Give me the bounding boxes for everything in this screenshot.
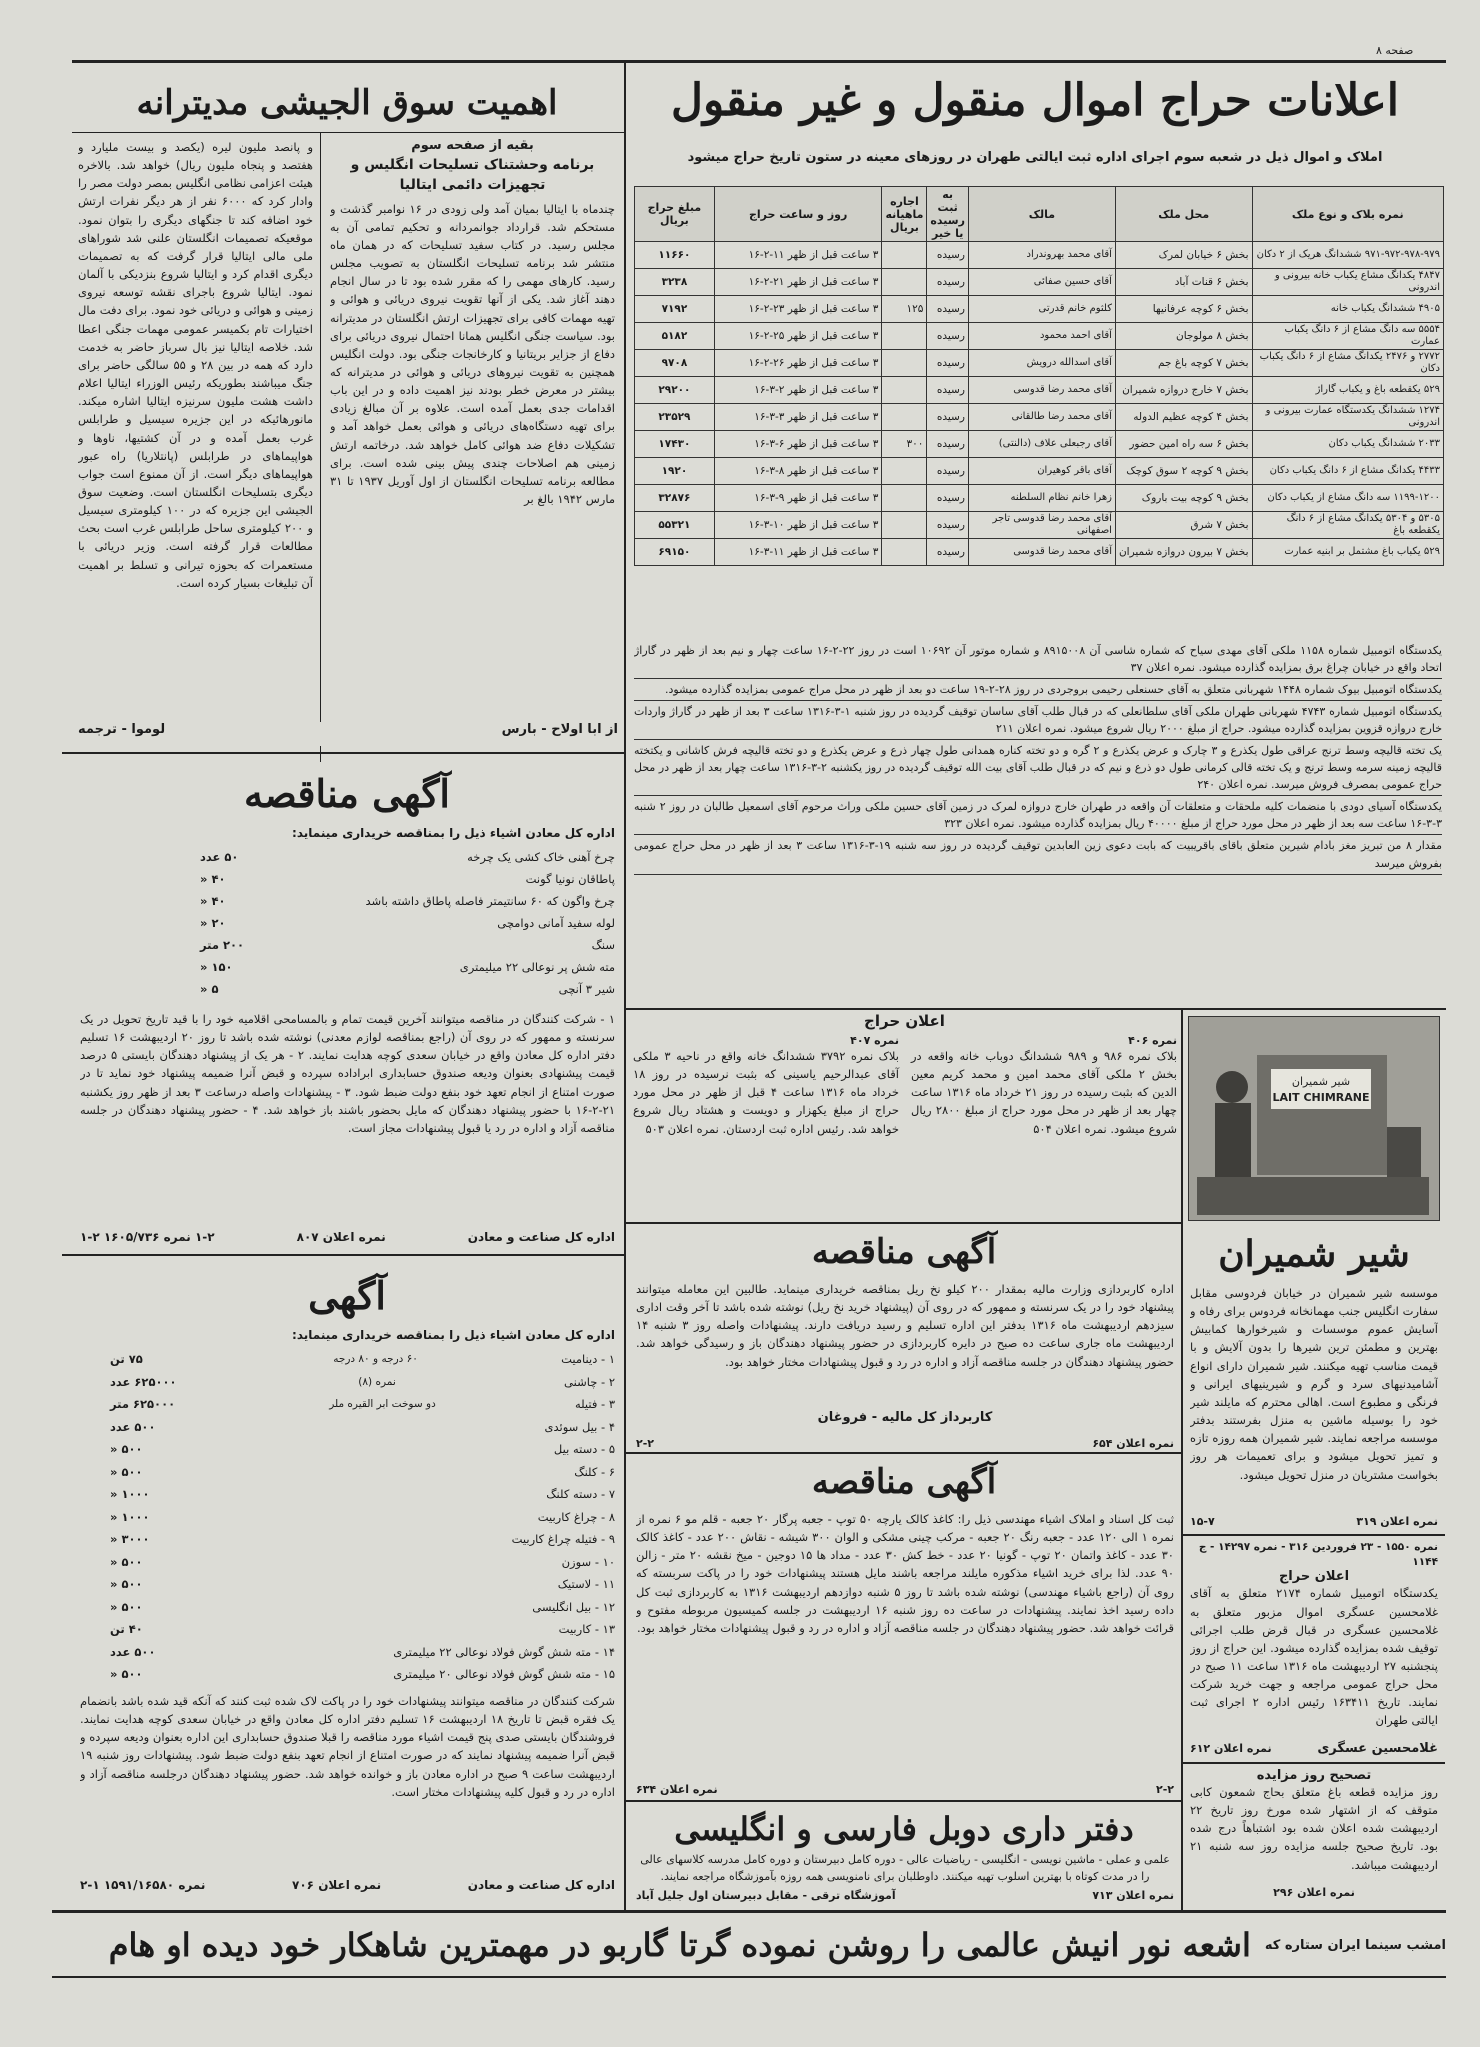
tender-item-name: ۱۵ - مته شش گوش فولاد نوعالی ۲۰ میلیمتری — [393, 1667, 615, 1681]
tender-item-qty: ۶۲۵۰۰۰ متر — [110, 1397, 176, 1411]
auction-cell: بخش ۴ کوچه عظیم الدوله — [1115, 404, 1252, 431]
auction-cell: ۵۲۹ یکباب باغ مشتمل بر ابنیه عمارت — [1252, 539, 1444, 566]
mediterranean-footer — [78, 722, 618, 746]
tender2-items — [80, 1348, 615, 1690]
mediterranean-continued: بقیه از صفحه سوم — [411, 138, 534, 153]
auction-cell: ۳ ساعت قبل از ظهر ۱۱-۲-۱۶ — [714, 242, 882, 269]
tender-item — [80, 1551, 615, 1574]
tender2-footer — [80, 1874, 615, 1896]
bottom-banner-small: امشب سینما ایران ستاره که — [1264, 1937, 1446, 1953]
tender-item-qty: ۱۰۰۰ « — [110, 1487, 150, 1501]
tender-item-qty: ۴۰ « — [200, 872, 226, 886]
auction-note: یکدستگاه اتومبیل بیوک شماره ۱۴۴۸ شهربانی متعلق به آقای حسنعلی رحیمی بروجردی در روز ۲۸-۲-۱۹ ساعت دو بعد از ظهر در محل مراج عمومی بمزایده گذارده میشود. — [634, 679, 1442, 701]
auction-cell: ۵۲۹ یکقطعه باغ و یکباب گاراژ — [1252, 377, 1444, 404]
tender-item — [80, 1618, 615, 1641]
auction-cell — [882, 242, 927, 269]
auction-cell: ۳۰۰ — [882, 431, 927, 458]
tender-item-extra: دو سوخت ابر القیره ملر — [329, 1398, 436, 1410]
tender-item — [80, 1573, 615, 1596]
tender-item-name: ۲ - چاشنی — [564, 1374, 615, 1389]
tender-item-qty: ۵۰۰ « — [110, 1667, 143, 1681]
tender-item-name: ۱۲ - بیل انگلیسی — [532, 1599, 615, 1614]
auction-row — [635, 485, 1444, 512]
auction-cell: آقای اسدالله درویش — [968, 350, 1115, 377]
auction-table-header — [635, 187, 1444, 242]
auction-title: اعلانات حراج اموال منقول و غیر منقول — [671, 75, 1399, 126]
auction-cell: رسیده — [927, 323, 968, 350]
auction-cell: ۲۳۵۲۹ — [635, 404, 715, 431]
shamiran-ad-num: نمره اعلان ۳۱۹ — [1356, 1514, 1438, 1528]
column-divider-main — [624, 62, 626, 1910]
auction-note: یک تخته قالیچه وسط ترنج عراقی طول یکذرع و ۳ چارک و عرض یکذرع و ۲ گره و دو تخته کناره همدانی طول چهار ذرع و عرض یکذرع و دو تخته قالیچه فرش کاشانی و یکتخته قالیچه زمینه سرمه وسط ترنج و یک تخته قالی کرمانی طول دو ذرع و نیم که در قبال طلب آقای بیت الله توقیف گردیده در روز یکشنبه ۲-۳-۱۳۱۶ ساعت چهار بعد از ظهر در محل حراج عمومی بمصرف فروش میرسد. نمره اعلان ۲۴۰ — [634, 740, 1442, 796]
tender-item-extra: ۶۰ درجه و ۸۰ درجه — [333, 1353, 418, 1365]
tender-item-name: ۷ - دسته کلنگ — [546, 1487, 615, 1501]
tender2-footer-org: اداره کل صناعت و معادن — [467, 1878, 615, 1892]
auction-notice-meta: نمره ۱۵۵۰ - ۲۳ فروردین ۳۱۶ - نمره ۱۴۲۹۷ - ج ۱۱۴۴ — [1198, 1541, 1438, 1568]
auction-cell: ۵۵۳۲۱ — [635, 512, 715, 539]
tender-item-name: ۸ - چراغ کاربیت — [537, 1509, 615, 1524]
auction-header-cell: نمره بلاک و نوع ملک — [1252, 187, 1444, 242]
auction-cell: ۱۲۷۴ ششدانگ یکدستگاه عمارت بیرونی و اندرونی — [1252, 404, 1444, 431]
auction-cell — [882, 404, 927, 431]
tender-item-name: ۱۰ - سوزن — [561, 1554, 615, 1569]
auction-table-wrap — [634, 186, 1444, 638]
auction-table-body — [635, 242, 1444, 566]
auction-cell: ۴۴۳۳ یکدانگ مشاع از ۶ دانگ یکباب دکان — [1252, 458, 1444, 485]
bottom-banner-big: اشعه نور انیش عالمی را روشن نموده گرتا گاربو در مهمترین شاهکار خود دیده او هام — [108, 1926, 1251, 1964]
auction-cell: بخش ۷ بیرون دروازه شمیران — [1115, 539, 1252, 566]
tender4-title: آگهی مناقصه — [811, 1462, 997, 1502]
auction-cell: ۷۱۹۲ — [635, 296, 715, 323]
auction-cell: ۳ ساعت قبل از ظهر ۲۵-۲-۱۶ — [714, 323, 882, 350]
rule-public-auction-bottom — [626, 1222, 1182, 1224]
auction-cell: بخش ۶ قنات آباد — [1115, 269, 1252, 296]
rule-tender4-bottom — [626, 1800, 1182, 1802]
auction-cell: ۳ ساعت قبل از ظهر ۱۱-۳-۱۶ — [714, 539, 882, 566]
tender2-title: آگهی — [308, 1273, 386, 1318]
auction-cell: زهرا خانم نظام السلطنه — [968, 485, 1115, 512]
shamiran-footer — [1190, 1512, 1438, 1530]
auction-header-cell: اجاره ماهیانه بریال — [882, 187, 927, 242]
tender4-footer — [636, 1780, 1174, 1798]
tender-item — [80, 1348, 615, 1371]
tender-item — [80, 1596, 615, 1619]
auction-cell: ۳ ساعت قبل از ظهر ۶-۳-۱۶ — [714, 431, 882, 458]
public-auction-left-text: بلاک نمره ۳۷۹۲ ششدانگ خانه واقع در ناحیه ۳ ملکی آقای عبدالرحیم یاسینی که بثبت نرسیده در روز ۱۸ خرداد ماه ۱۳۱۶ ساعت ۴ قبل از ظهر در محل مورد حراج از مبلغ یکهزار و دویست و هشتاد ریال شروع خواهد شد. رئیس اداره ثبت اردستان. نمره اعلان ۵۰۳ — [633, 1049, 899, 1136]
auction-cell: آقای محمد رضا قدوسی تاجر اصفهانی — [968, 512, 1115, 539]
rule-mediterranean-bottom — [62, 752, 624, 754]
tender-item-qty: ۱۵۰ « — [200, 960, 233, 974]
auction-cell: رسیده — [927, 485, 968, 512]
auction-cell: ۳ ساعت قبل از ظهر ۱۰-۳-۱۶ — [714, 512, 882, 539]
tender-item-qty: ۵۰۰ « — [110, 1442, 143, 1456]
tender-item-name: ۱ - دینامیت — [561, 1352, 615, 1366]
tender-item — [80, 912, 615, 934]
auction-cell: ۴۹۰۵ ششدانگ یکباب خانه — [1252, 296, 1444, 323]
auction-cell: رسیده — [927, 539, 968, 566]
tender2-intro: اداره کل معادن اشیاء ذیل را بمناقصه خریداری مینماید: — [292, 1328, 615, 1342]
tender-item-qty: ۶۲۵۰۰۰ عدد — [110, 1374, 177, 1389]
tender1-footer-code: ۱-۲ نمره ۱۶۰۵/۷۳۶ ۲-۱ — [80, 1230, 215, 1244]
auction-cell: رسیده — [927, 296, 968, 323]
retraction-ad-num: نمره اعلان ۲۹۶ — [1273, 1886, 1355, 1899]
rule-auction-bottom — [626, 1008, 1446, 1010]
tender1-items — [80, 846, 615, 1008]
auction-header-cell: به ثبت رسیده یا خیر — [927, 187, 968, 242]
auction-note: مقدار ۸ من تبریز مغز بادام شیرین متعلق باقای باقریبیت که بابت دعوی زین العابدین توقیف گردیده در روز سه شنبه ۱۹-۳-۱۳۱۶ ساعت ۳ بعد از ظهر در محل حراج عمومی بفروش میرسد — [634, 835, 1442, 874]
auction-cell: ۳ ساعت قبل از ظهر ۳-۳-۱۶ — [714, 404, 882, 431]
public-auction-title: اعلان حراج — [864, 1012, 945, 1030]
retraction-title: تصحیح روز مزایده — [1256, 1768, 1372, 1783]
mediterranean-subhead: برنامه وحشتناک تسلیحات انگلیس و تجهیزات دائمی ایتالیا — [350, 157, 595, 194]
auction-cell: ۱۹۲۰ — [635, 458, 715, 485]
auction-row — [635, 242, 1444, 269]
tender-item-qty: ۵۰۰ عدد — [110, 1419, 156, 1434]
auction-cell: ۳۲۸۷۶ — [635, 485, 715, 512]
tender-item — [80, 868, 615, 890]
rule-shamiran-bottom — [1183, 1534, 1445, 1536]
auction-cell: ۵۳۰۵ و ۵۳۰۴ یکدانگ مشاع از ۶ دانگ یکقطعه باغ — [1252, 512, 1444, 539]
auction-notes — [634, 640, 1442, 1025]
rule-banner-top — [52, 1910, 1446, 1913]
auction-cell — [882, 458, 927, 485]
retraction-body: روز مزایده قطعه باغ متعلق بحاج شمعون کابی متوقف که از اشتهار شده مورخ روز تاریخ ۲۲ اردیبهشت شده اعلان شده بود اشتباهاً درج شده بود. تاریخ صحیح جلسه مزایده روز سه شنبه ۲۱ اردیبهشت میباشد. — [1190, 1785, 1438, 1872]
auction-header-cell: مالک — [968, 187, 1115, 242]
auction-notice — [1190, 1540, 1438, 1740]
tender-item-name: لوله سفید آمانی دوامچی — [497, 916, 615, 930]
auction-cell: بخش ۷ خارج دروازه شمیران — [1115, 377, 1252, 404]
tender-item-qty: ۵۰۰ « — [110, 1554, 143, 1569]
auction-cell: ۳ ساعت قبل از ظهر ۸-۳-۱۶ — [714, 458, 882, 485]
mediterranean-col2-text: چندماه با ایتالیا بمیان آمد ولی زودی در ۱۶ نوامبر گذشت و مستحکم شد. قرارداد جوانمردانه و تحکیم تمامی آن به مجلس رسید. در کتاب سفید تسلیحات که در همان ماه منتشر شد برنامه تسلیحات انگلستان به تصویب مجلس رسید. کارهای مهمی را که مقرر شده بود تا در سال انجام دهند آغاز شد. یکی از آنها تقویت نیروی دریائی و هوائی و تهیه مهمات کافی برای تجهیزات ارتش انگلستان در مدیترانه بود. سیاست جنگی انگلیس همانا احتمال نیروی دریائی برای دفاع از جزایر بریتانیا و کارخانجات جنگی بود. دولت انگلیس همچنین به تقویت نیروهای دریائی و هوائی در مدیترانه که بیشتر در معرض خطر بودند نیز اهمیت داده و در این باب اقدامات جدی بعمل آمده است. علاوه بر آن مبالغ زیادی برای تهیه دستگاه‌های دریائی و هوائی بعمل خواهد آمد و تشکیلات دفاع ضد هوائی کامل خواهد شد. درخاتمه ارتش زمینی هم اصلاحات چندی پیش بینی شده است. برای مطالعه برنامه تسلیحات انگلستان از اول آوریل ۱۹۳۷ تا ۳۱ مارس ۱۹۴۲ بالغ بر — [330, 201, 615, 507]
tender-item-qty: ۳۰۰۰ « — [110, 1532, 150, 1546]
auction-cell: آقای حسین صفائی — [968, 269, 1115, 296]
auction-cell: آقای احمد محمود — [968, 323, 1115, 350]
auction-row — [635, 323, 1444, 350]
auction-cell: ۳ ساعت قبل از ظهر ۲۶-۲-۱۶ — [714, 350, 882, 377]
auction-cell: آقای محمد رضا طالقانی — [968, 404, 1115, 431]
tender-item — [80, 1528, 615, 1551]
auction-cell — [882, 539, 927, 566]
tender1-footer-org: اداره کل صناعت و معادن — [467, 1230, 615, 1244]
auction-notice-signer: غلامحسین عسگری — [1317, 1740, 1438, 1756]
auction-notice-body: یکدستگاه اتومبیل شماره ۲۱۷۴ متعلق به آقای غلامحسین عسگری اموال مزبور متعلق به غلامحسین عسگری در قبال قرض طلب اجرائی توقیف شده بمزایده گذارده میشود. این حراج از روز پنجشنبه ۲۷ اردیبهشت ماه ۱۳۱۶ ساعت ۱۱ صبح در محل حراج عمومی مراجعه و جهت خرید شرکت نمایند. تاریخ ۱۶۳۴۱۱ رئیس اداره ۲ اجرای ثبت ایالتی طهران — [1190, 1586, 1438, 1728]
rule-tender3-bottom — [626, 1452, 1182, 1454]
tender-item-name: ۳ - فتیله — [574, 1397, 615, 1411]
auction-row — [635, 404, 1444, 431]
auction-note: یکدستگاه اتومبیل شماره ۴۷۴۳ شهربانی طهران ملکی آقای سلطانعلی که در قبال طلب آقای ساسان توقیف گردیده در روز شنبه ۱-۳-۱۳۱۶ ساعت ۳ بعد از ظهر در گاراژ واردات خارج دروازه قزوین بمزایده گذارده میشود. حراج از مبلغ ۲۰۰۰ ریال شروع میشود. نمره اعلان ۲۱۱ — [634, 701, 1442, 740]
auction-row — [635, 350, 1444, 377]
tender-item-name: ۱۴ - مته شش گوش فولاد نوعالی ۲۲ میلیمتری — [393, 1644, 615, 1659]
tender-item-name: چرخ آهنی خاک کشی یک چرخه — [467, 850, 615, 864]
auction-cell: آقای محمد رضا قدوسی — [968, 377, 1115, 404]
translation-office-footer — [636, 1886, 1174, 1904]
auction-cell: ۳ ساعت قبل از ظهر ۲۳-۲-۱۶ — [714, 296, 882, 323]
tender1-footer — [80, 1226, 615, 1248]
tender-item-qty: ۱۰۰۰ « — [110, 1509, 150, 1524]
tender-item — [80, 1641, 615, 1664]
auction-cell: بخش ۸ مولوجان — [1115, 323, 1252, 350]
translation-office-title: دفتر داری دوبل فارسی و انگلیسی — [674, 1810, 1134, 1848]
tender4-ad-code: ۲-۲ — [1156, 1782, 1174, 1796]
mediterranean-source: لوموا - ترجمه — [78, 722, 166, 737]
tender4-body: ثبت کل اسناد و املاک اشیاء مهندسی ذیل را: کاغذ کالک یارچه ۵۰ توپ - جعبه پرگار ۲۰ جعبه - قلم مو ۶ نمره از نمره ۱ الی ۱۲۰ عدد - جعبه رنگ ۲۰ جعبه - مرکب چینی مشکی و الوان ۳۰۰ شیشه - نقاش ۲۰۰ عدد - کاغذ کالک ۳۰ عدد - کاغذ واتمان ۲۰ توپ - گونیا ۲۰ عدد - خط کش ۳۰ عدد - مداد ها ۱۵ دوجین - میخ نقشه ۲۰ متر - زالن ۹۰ عدد. لذا برای خرید اشیاء مذکوره مایلند مراجعه باشند مایل هستند پیشنهادات خود را در پاکت سربسته که روی آن (راجع باشیاء مهندسی) نوشته شده باشد تا روز ۵ شنبه دوازدهم اردیبهشت ۱۳۱۶ به کاربردازی ثبت کل داده رسید اخذ نمایند. پیشنهادات در ساعت ده روز شنبه ۱۶ اردیبهشت در جلسه کمیسیون مربوطه مفتوح و قرائت خواهد شد. حضور پیشنهاد دهندگان در جلسه مناقصه آزاد و اداره در رد و قبول پیشنهادات مختار خواهد بود. — [636, 1512, 1174, 1635]
public-auction-right-text: بلاک نمره ۹۸۶ و ۹۸۹ ششدانگ دوباب خانه واقعه در بخش ۲ ملکی آقای محمد امین و محمد کریم معین الدین که بثبت رسیده در روز ۲۱ خرداد ماه ۱۳۱۶ ساعت چهار بعد از ظهر در محل مورد حراج از مبلغ ۲۸۰۰ ریال شروع میشود. نمره اعلان ۵۰۴ — [911, 1049, 1177, 1136]
tender1-footer-num: نمره اعلان ۸۰۷ — [296, 1230, 386, 1244]
tender4-ad-num: نمره اعلان ۶۳۴ — [636, 1782, 718, 1796]
auction-cell: آقای محمد بهروندراد — [968, 242, 1115, 269]
tender-item-name: چرخ واگون که ۶۰ سانتیمتر فاصله پاطاق داشته باشد — [365, 894, 615, 908]
translation-office-body: علمی و عملی - ماشین نویسی - انگلیسی - ریاضیات عالی - دوره کامل دبیرستان و دوره کامل مدرسه کلاسهای عالی را در مدت کوتاه با بهترین اسلوب تهیه میکنند. داوطلبان برای نامنویسی همه روزه بآموزشگاه مراجعه نمایند. — [640, 1853, 1170, 1883]
auction-cell: ۳ ساعت قبل از ظهر ۲۱-۲-۱۶ — [714, 269, 882, 296]
auction-cell: رسیده — [927, 512, 968, 539]
tender-item-qty: ۵۰۰ « — [110, 1577, 143, 1591]
auction-cell: بخش ۷ شرق — [1115, 512, 1252, 539]
auction-cell — [882, 485, 927, 512]
auction-cell: بخش ۶ سه راه امین حضور — [1115, 431, 1252, 458]
tender-item-extra: نمره (۸) — [358, 1375, 396, 1388]
tender-item-qty: ۵ « — [200, 982, 219, 996]
auction-cell — [882, 269, 927, 296]
auction-row — [635, 431, 1444, 458]
auction-row — [635, 512, 1444, 539]
auction-cell: بخش ۷ کوچه باغ جم — [1115, 350, 1252, 377]
auction-row — [635, 296, 1444, 323]
auction-cell: بخش ۶ کوچه عرفانیها — [1115, 296, 1252, 323]
auction-cell: ۲۰۳۳ ششدانگ یکباب دکان — [1252, 431, 1444, 458]
tender-item — [80, 1506, 615, 1529]
top-rule — [72, 60, 1446, 63]
auction-cell: ۱۱۶۶۰ — [635, 242, 715, 269]
tender3-title: آگهی مناقصه — [811, 1232, 997, 1272]
tender-item-name: ۶ - کلنگ — [574, 1464, 615, 1479]
public-auction-left-num: نمره ۴۰۷ — [850, 1034, 899, 1047]
auction-cell: رسیده — [927, 269, 968, 296]
rule-auction-notice-bottom — [1183, 1762, 1445, 1764]
auction-cell — [882, 512, 927, 539]
auction-table — [634, 186, 1444, 566]
auction-header-cell: محل ملک — [1115, 187, 1252, 242]
tender-item — [80, 890, 615, 912]
auction-cell: رسیده — [927, 431, 968, 458]
auction-cell: ۵۵۵۴ سه دانگ مشاع از ۶ دانگ یکباب عمارت — [1252, 323, 1444, 350]
auction-cell: ۴۸۴۷ یکدانگ مشاع یکباب خانه بیرونی و اندرونی — [1252, 269, 1444, 296]
auction-cell: کلثوم خانم قدرتی — [968, 296, 1115, 323]
tender-item-qty: ۷۵ تن — [110, 1352, 143, 1366]
tender2-footer-num: نمره اعلان ۷۰۶ — [292, 1878, 382, 1892]
tender-item-name: ۱۱ - لاستیک — [557, 1577, 615, 1591]
tender3-footer — [636, 1410, 1174, 1450]
shamiran-sign-line2: LAIT CHIMRANE — [1272, 1091, 1370, 1104]
auction-cell: ۵۱۸۲ — [635, 323, 715, 350]
tender1-title: آگهی مناقصه — [244, 771, 450, 816]
tender1-terms: ۱ - شرکت کنندگان در مناقصه میتوانند آخرین قیمت تمام و بالمسامحی اقلامیه خود را با قید تاریخ تحویل در یک سرنسته و ممهور که در روی آن (راجع بمناقصه لوازم معدنی) نوشته شده باشد تا روز ۲۰ اردیبهشت ۱۶ تسلیم دفتر اداره کل معادن واقع در خیابان سعدی کوچه هدایت نمایند. ۲ - هر یک از پیشنهاد دهندگان بایستی ۵ درصد قیمت پیشنهادی بعنوان ودیعه صندوق حسابداری ابراداده سپرده و قبض آنرا ضمیمه پیشنهاد خود نماید تا در صورت امتناع از انجام تعهد خود بنفع دولت ضبط شود. ۳ - پیشنهادات واصله درساعت ۳ بعد از ظهر روز یکشنبه ۲۱-۲-۱۶ با حضور پیشنهاد دهندگان که مایل بحضور باشند باز خواهد شد. ۴ - حضور پیشنهاد دهندگان در جلسه مناقصه آزاد و اداره در رد یا قبول پیشنهادات مجاز است. — [80, 1012, 615, 1135]
tender-item-qty: ۵۰ عدد — [200, 850, 239, 864]
tender-item — [80, 934, 615, 956]
auction-row — [635, 539, 1444, 566]
translation-office-ad-num: نمره اعلان ۷۱۳ — [1092, 1888, 1174, 1902]
tender-item — [80, 1371, 615, 1394]
rule-banner-bottom — [52, 1976, 1446, 1978]
tender-item-qty: ۲۰ « — [200, 916, 226, 930]
auction-subtitle: املاک و اموال ذیل در شعبه سوم اجرای اداره ثبت ایالتی طهران در روزهای معینه در ستون تاریخ حراج میشود — [687, 150, 1383, 165]
tender2-footer-code: نمره ۱۵۹۱/۱۶۵۸۰ ۱-۲ — [80, 1878, 206, 1892]
tender-item-name: پاطاقان نونیا گونت — [525, 872, 615, 886]
column-divider-lower — [1181, 1010, 1183, 1910]
auction-cell: ۳ ساعت قبل از ظهر ۲-۳-۱۶ — [714, 377, 882, 404]
tender-item-name: مته شش پر نوعالی ۲۲ میلیمتری — [459, 960, 615, 974]
tender-item-name: ۵ - دسته بیل — [553, 1442, 615, 1456]
shamiran-title: شیر شمیران — [1218, 1233, 1410, 1275]
tender-item-qty: ۲۰۰ متر — [200, 938, 245, 952]
auction-cell: رسیده — [927, 458, 968, 485]
auction-cell — [882, 377, 927, 404]
mediterranean-author: از ابا اولاح - بارس — [501, 722, 618, 737]
auction-cell: آقای باقر کوهیران — [968, 458, 1115, 485]
tender-item — [80, 1393, 615, 1416]
auction-cell: بخش ۹ کوچه ۲ سوق کوچک — [1115, 458, 1252, 485]
tender-item — [80, 846, 615, 868]
auction-notice-title: اعلان حراج — [1278, 1569, 1350, 1585]
auction-cell: ۱۷۴۳۰ — [635, 431, 715, 458]
tender-item-qty: ۴۰ تن — [110, 1622, 143, 1636]
tender3-ad-num: نمره اعلان ۶۵۴ — [1092, 1437, 1174, 1450]
tender-item-name: ۱۳ - کاربیت — [558, 1622, 615, 1636]
tender-item-qty: ۵۰۰ « — [110, 1599, 143, 1614]
auction-cell: آقای رجبعلی علاف (دالنتی) — [968, 431, 1115, 458]
tender-item-qty: ۵۰۰ عدد — [110, 1644, 156, 1659]
rule-mediterranean-title — [72, 132, 624, 133]
auction-cell: رسیده — [927, 242, 968, 269]
page-number: صفحه ۸ — [1376, 44, 1414, 57]
auction-note: یکدستگاه اتومبیل شماره ۱۱۵۸ ملکی آقای مهدی سیاح که شماره شاسی آن ۸۹۱۵۰۰۸ و شماره موتور آن ۱۰۶۹۲ است در روز ۲۲-۲-۱۶ ساعت چهار و نیم بعد از ظهر در گاراژ اتحاد واقع در خیابان چراغ برق بمزایده گذارده میشود. نمره اعلان ۳۷ — [634, 640, 1442, 679]
retraction — [1190, 1768, 1438, 1886]
tender-item — [80, 1663, 615, 1686]
auction-cell: ۲۷۷۲ و ۲۴۷۶ یکدانگ مشاع از ۶ دانگ یکباب دکان — [1252, 350, 1444, 377]
public-auction — [632, 1012, 1177, 1217]
tender2-terms: شرکت کنندگان در مناقصه میتوانند پیشنهادات خود را در پاکت لاک شده ثبت کنند که آنکه قید شده باشد بانضمام یک فقره قبض تا تاریخ ۱۸ اردیبهشت ۱۶ تسلیم دفتر اداره کل معادن واقع در خیابان سعدی کوچه هدایت نمایند. فروشندگان بایستی صدی پنج قیمت اشیاء مورد مناقصه را قبلا صندوق حسابداری این اداره بعنوان ودیعه سپرده و قبض آنرا ضمیمه پیشنهاد نمایند که در صورت امتناع از انجام تعهد بنفع دولت ضبط شود. پیشنهادات روز شنبه ۱۹ اردیبهشت ساعت ۹ صبح در اداره معادن باز و خوانده خواهد شد. حضور پیشنهاد دهندگان درجلسه مناقصه آزاد و اداره در رد و قبول کلیه پیشنهادات مختار است. — [80, 1694, 615, 1799]
auction-header-cell: مبلغ حراج بریال — [635, 187, 715, 242]
tender-item-name: سنگ — [591, 938, 615, 952]
tender-item-name: شیر ۳ آنچی — [558, 982, 615, 996]
auction-notice-footer — [1190, 1738, 1438, 1758]
auction-cell: ۱۲۵ — [882, 296, 927, 323]
auction-row — [635, 269, 1444, 296]
public-auction-right-num: نمره ۴۰۶ — [1128, 1034, 1177, 1047]
auction-cell: بخش ۹ کوچه بیت باروک — [1115, 485, 1252, 512]
mediterranean-title: اهمیت سوق الجیشی مدیترانه — [136, 83, 558, 123]
tender-item-qty: ۴۰ « — [200, 894, 226, 908]
auction-header-cell: روز و ساعت حراج — [714, 187, 882, 242]
shamiran-photo — [1188, 1016, 1440, 1221]
auction-cell: آقای محمد رضا قدوسی — [968, 539, 1115, 566]
tender-item — [80, 1438, 615, 1461]
column-divider-mediterranean — [320, 132, 321, 762]
shamiran-sign-line1: شیر شمیران — [1291, 1075, 1351, 1088]
auction-cell: ۲۹۲۰۰ — [635, 377, 715, 404]
tender-item — [80, 978, 615, 1000]
tender3-signer: کاربرداز کل مالیه - فروغان — [817, 1410, 993, 1425]
auction-cell: ۹۷۰۸ — [635, 350, 715, 377]
tender-item-name: ۴ - بیل سوئدی — [544, 1419, 615, 1434]
auction-cell: رسیده — [927, 377, 968, 404]
rule-tender1-bottom — [62, 1254, 624, 1256]
tender-item-name: ۹ - فتیله چراغ کاربیت — [511, 1532, 615, 1546]
tender-item — [80, 956, 615, 978]
auction-cell — [882, 350, 927, 377]
mediterranean-col2 — [330, 138, 615, 748]
auction-row — [635, 377, 1444, 404]
tender3-body: اداره کاربردازی وزارت مالیه بمقدار ۲۰۰ کیلو نخ ریل بمناقصه خریداری مینماید. طالبین این معامله میتوانند پیشنهاد خود را در یک سرنسته و ممهور که در روی آن (پیشنهاد خرید نخ ریل) نوشته شده باشد تا آخر وقت اداری سیزدهم اردیبهشت ماه ۱۳۱۶ بدفتر این اداره تسلیم و رسید دریافت دارند. پیشنهادات واصله روز ۳ شنبه ۱۴ اردیبهشت ماه جاری ساعت ده صبح در دایره کاربردازی در حضور پیشنهاد دهندگان باز و رسیدگی خواهد شد. حضور پیشنهاد دهندگان در جلسه مناقصه آزاد و اداره در رد و قبول پیشنهادات مختار خواهد بود. — [636, 1282, 1174, 1369]
bottom-banner — [52, 1916, 1446, 1974]
auction-cell: ۳ ساعت قبل از ظهر ۹-۳-۱۶ — [714, 485, 882, 512]
auction-cell: ۱۱۹۹-۱۲۰۰ سه دانگ مشاع از یکباب دکان — [1252, 485, 1444, 512]
tender3-ad-code: ۲-۲ — [636, 1437, 654, 1450]
mediterranean-col1 — [78, 138, 313, 748]
tender-item — [80, 1483, 615, 1506]
auction-cell: رسیده — [927, 404, 968, 431]
tender-item — [80, 1461, 615, 1484]
auction-cell: ۳۲۳۸ — [635, 269, 715, 296]
shamiran-body: موسسه شیر شمیران در خیابان فردوسی مقابل سفارت انگلیس جنب مهمانخانه فردوس برای رفاه و آسایش عموم موسسات و شیرخوارها کمابیش بهترین و مطمئن ترین شیرها را بدون آلایش و با قیمت مناسب تهیه میکنند. شیر شمیران دارای انواع آشامیدنیهای سرد و گرم و شیرینیهای ایرانی و فرنگی و مطبوع است. اهالی محترم که مایلند شیر خود را بوسیله ماشین به منزل بفرستند بدفتر موسسه مراجعه نمایند. شیر شمیران همه روزه تازه و تمیز تحویل میشود و برای تعمیمات هر روز بخواست مشتریان در منزل تحویل میشود. — [1190, 1286, 1438, 1482]
auction-row — [635, 458, 1444, 485]
shamiran-photo-illustration — [1188, 1017, 1439, 1221]
auction-cell: ۹۷۱-۹۷۲-۹۷۸-۹۷۹ ششدانگ هریک از ۲ دکان — [1252, 242, 1444, 269]
translation-office-address: آموزشگاه ترقی - مقابل دبیرستان اول جلیل آباد — [636, 1888, 896, 1902]
auction-cell: ۶۹۱۵۰ — [635, 539, 715, 566]
auction-cell — [882, 323, 927, 350]
auction-cell: بخش ۶ خیابان لمرک — [1115, 242, 1252, 269]
auction-cell: رسیده — [927, 350, 968, 377]
tender-item-qty: ۵۰۰ « — [110, 1464, 143, 1479]
tender-item — [80, 1416, 615, 1439]
auction-notice-ad-num: نمره اعلان ۶۱۲ — [1190, 1741, 1272, 1755]
shamiran-ad-code: ۱۵-۷ — [1190, 1514, 1215, 1528]
auction-note: یکدستگاه آسیای دودی با منضمات کلیه ملحقات و متعلقات آن واقعه در طهران خارج دروازه لمرک در زمین آقای حسین ملکی وراث مرحوم آقای اسمعیل طالبان در روز ۲ شنبه ۳-۳-۱۶ ساعت سه بعد از ظهر در محل مورد حراج از مبلغ ۴۰۰۰۰ ریال بمزایده گذارده میشود. نمره اعلان ۳۲۳ — [634, 796, 1442, 835]
tender1-intro: اداره کل معادن اشیاء ذیل را بمناقصه خریداری مینماید: — [292, 826, 615, 840]
mediterranean-col1-text: و پانصد ملیون لیره (یکصد و بیست ملیارد و هفتصد و پنجاه ملیون ریال) خواهد شد. بالاخره هیئت اعزامی نظامی انگلیس بمصر دولت مصر را وادار کرد که ۶۰۰۰ نفر از هر دیگر نفرات ارتش خود اضافه کند تا جنگهای دیگری را بتوان نمود. موقعیکه تصمیمات انگلستان علنی شد شوراهای ملی مالی ایتالیا قرار گرفت که به تصمیمات دیگری اقدام کرد و ایتالیا شروع بنزدیکی با آلمان نمود. ایتالیا شروع باجرای نقشه توسعه نیروی زمینی و هوائی و دریائی خود نمود. برای دفت مال اختیارات تام بکمیسر عمومی مهمات جنگی اعطا شد. خلاصه ایتالیا نیز بال سرباز حاضر به خدمت دارد که همه در بین ۲۸ و ۵۵ سالگی حاضر برای جنگ میباشند بطوریکه رئیس الوزراء ایتالیا اعلام داشت هشت ملیون سرنیزه ایتالیا اشاره میکند. مانورهائیکه در این جزیره سیسیل و طرابلس غرب بعمل آمده و در آن کشتیها، ناوها و هواپیماهای در طرابلس (پانتلاریا) راه عبور هواپیماهای دیگر است. از آن ممنوع است جواب دیگری بتسلیحات انگلستان است. وضعیت سوق الجیشی این جزیره که در ۱۰۰ کیلومتری سیسیل و ۲۰۰ کیلومتری ساحل طرابلس غرب است بحث مطالعات قرار گرفته است. وزیر دریائی با مستعمرات که بحوزه تیرانی و تسلط بر اهمیت آن تبلیغات بسیار کرده است. — [78, 140, 313, 590]
